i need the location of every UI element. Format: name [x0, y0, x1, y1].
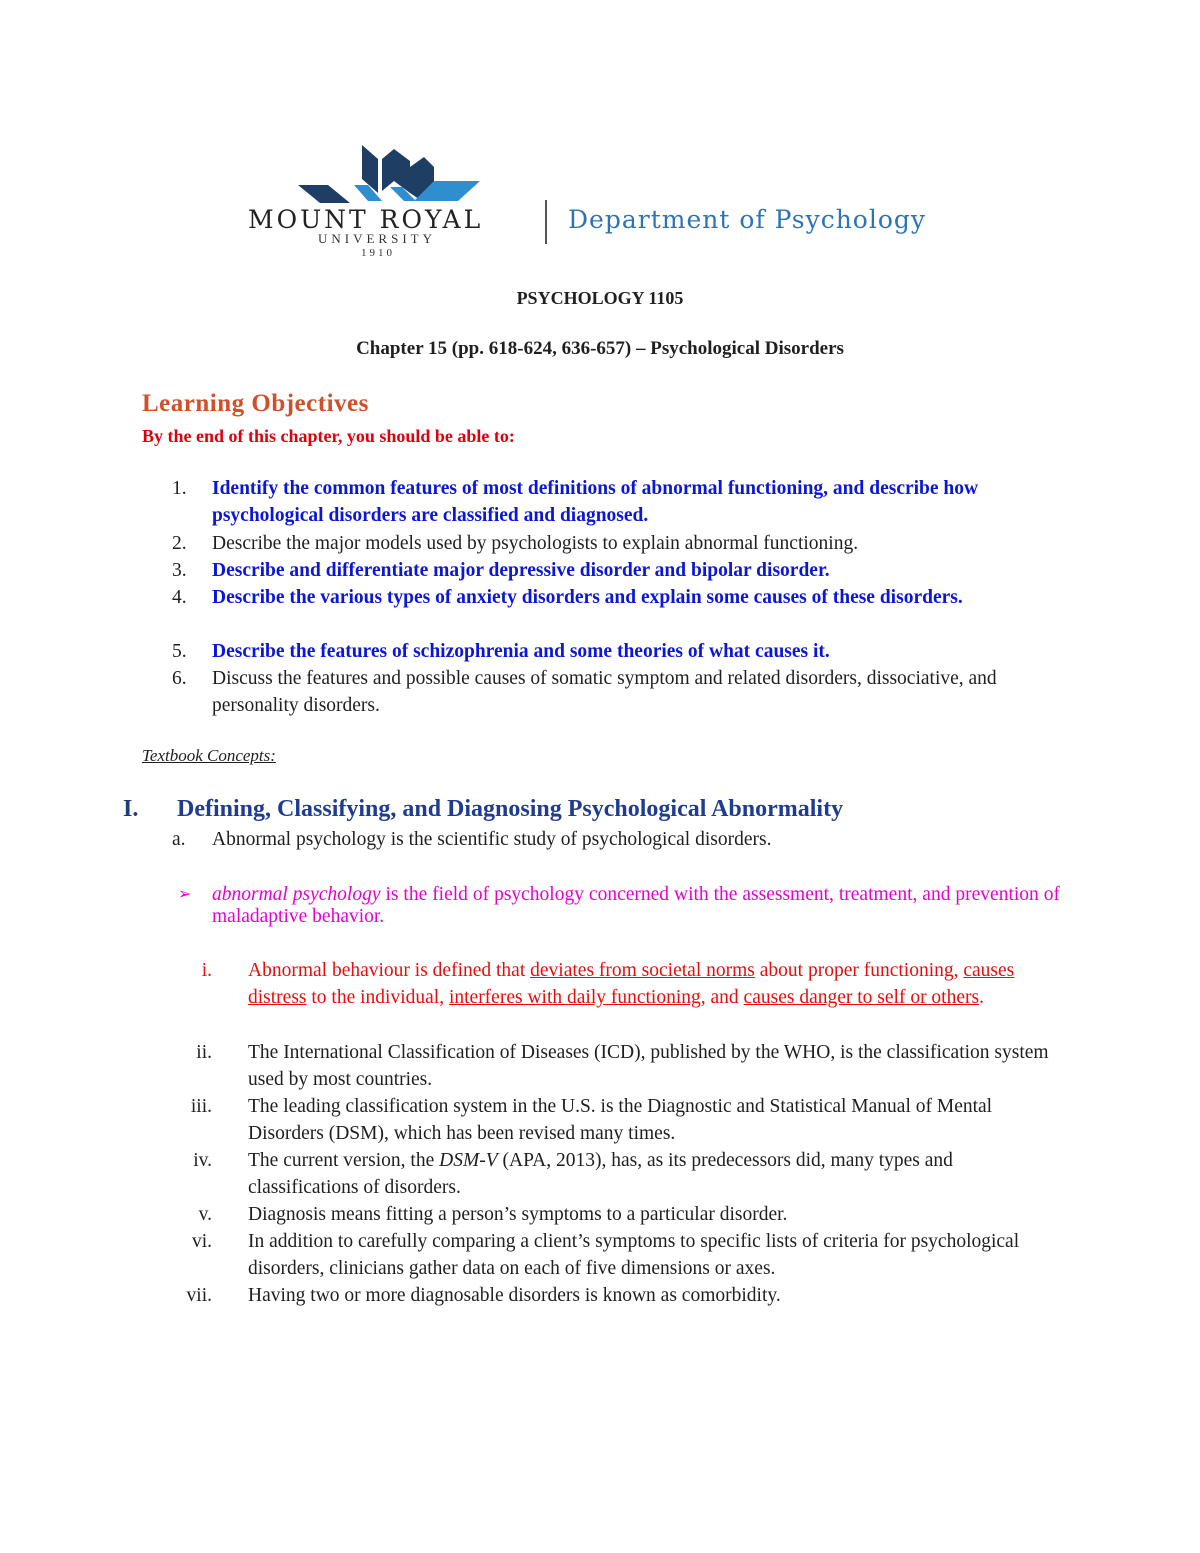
logo-divider [545, 200, 547, 244]
learning-objectives-intro: By the end of this chapter, you should be able to: [142, 426, 515, 446]
university-logo [248, 145, 968, 265]
dsm-title: DSM-V [439, 1150, 498, 1171]
definition-body [212, 884, 1060, 928]
objective-number: 5. [172, 641, 187, 662]
roman-number: v. [198, 1204, 212, 1225]
roman-number: ii. [196, 1042, 212, 1063]
course-title: PSYCHOLOGY 1105 [516, 288, 684, 308]
text-fragment: The current version, the [248, 1150, 440, 1171]
objective-text: Identify the common features of most definitions of abnormal functioning, and describe how psychological disorders are classified and diagnosed. [212, 478, 979, 526]
university-name: MOUNT ROYAL [248, 205, 484, 234]
objective-text: Describe the features of schizophrenia and some theories of what causes it. [212, 641, 830, 662]
text-fragment: about proper functioning, [754, 960, 964, 981]
objective-number: 6. [172, 668, 187, 689]
roman-text: Having two or more diagnosable disorders is known as comorbidity. [248, 1285, 781, 1306]
text-fragment: (APA, 2013), has, as its predecessors did, many types and classifications of disorders. [248, 1150, 953, 1198]
text-fragment: Abnormal behaviour is defined that [248, 960, 531, 981]
objective-number: 1. [172, 478, 187, 499]
item-a-label: a. [172, 829, 186, 850]
section-number: I. [123, 796, 139, 822]
textbook-concepts-label: Textbook Concepts: [142, 746, 276, 765]
roman-item [178, 1228, 1058, 1282]
roman-number: iv. [193, 1150, 212, 1171]
arrowhead-bullet-icon: ➢ [178, 886, 192, 903]
item-a [172, 829, 771, 851]
definition-bullet [178, 884, 1060, 928]
roman-text: The leading classification system in the U.S. is the Diagnostic and Statistical Manual of Mental Disorders (DSM), which has been revised many times. [248, 1096, 993, 1144]
objective-item [172, 638, 1032, 665]
roman-number: iii. [190, 1096, 212, 1117]
objective-text: Describe the major models used by psychologists to explain abnormal functioning. [212, 533, 859, 554]
definition-text: is the field of psychology concerned with the assessment, treatment, and prevention of maladaptive behavior. [212, 884, 1060, 927]
objective-item [172, 557, 1032, 584]
roman-text: The International Classification of Diseases (ICD), published by the WHO, is the classification system used by most countries. [248, 1042, 1049, 1090]
objective-item [172, 530, 1032, 557]
objective-text: Describe the various types of anxiety disorders and explain some causes of these disorders. [212, 587, 963, 608]
roman-number: vi. [191, 1231, 212, 1252]
objective-number: 4. [172, 587, 187, 608]
roman-item [178, 1201, 1058, 1228]
roman-item [178, 1093, 1058, 1147]
objective-item [172, 475, 1032, 529]
objective-text: Discuss the features and possible causes of somatic symptom and related disorders, dissociative, and personality disorders. [212, 668, 997, 716]
underlined-criterion: interferes with daily functioning [448, 987, 701, 1008]
definition-term: abnormal psychology [212, 884, 381, 905]
item-a-text: Abnormal psychology is the scientific study of psychological disorders. [212, 829, 772, 850]
learning-objectives-heading: Learning Objectives [142, 390, 369, 417]
roman-number: vii. [186, 1285, 212, 1306]
roman-item [178, 1282, 1058, 1309]
roman-text [248, 1147, 1058, 1201]
objective-number: 2. [172, 533, 187, 554]
roman-item [178, 1039, 1058, 1093]
roman-text: In addition to carefully comparing a client’s symptoms to specific lists of criteria for psychological disorders, clinicians gather data on each of five dimensions or axes. [248, 1231, 1020, 1279]
department-name: Department of Psychology [568, 205, 927, 234]
mountain-logo-icon [298, 145, 488, 205]
roman-item [178, 957, 1058, 1011]
objective-item [172, 584, 1032, 611]
objective-item [172, 665, 1032, 719]
roman-text: Diagnosis means fitting a person’s symptoms to a particular disorder. [248, 1204, 788, 1225]
text-fragment: . [979, 987, 984, 1008]
roman-text [248, 957, 1058, 1011]
section-title: Defining, Classifying, and Diagnosing Psychological Abnormality [177, 796, 844, 822]
underlined-criterion: causes distress [248, 960, 1015, 1008]
underlined-criterion: causes danger to self or others [743, 987, 980, 1008]
objective-number: 3. [172, 560, 187, 581]
university-year: 1910 [361, 247, 395, 259]
text-fragment: to the individual, [306, 987, 449, 1008]
text-fragment: , and [700, 987, 744, 1008]
objective-text: Describe and differentiate major depressive disorder and bipolar disorder. [212, 560, 830, 581]
roman-number: i. [201, 960, 212, 981]
chapter-title: Chapter 15 (pp. 618-624, 636-657) – Psychological Disorders [356, 338, 844, 359]
underlined-criterion: deviates from societal norms [530, 960, 755, 981]
roman-item [178, 1147, 1058, 1201]
university-subtitle: UNIVERSITY [318, 231, 436, 246]
